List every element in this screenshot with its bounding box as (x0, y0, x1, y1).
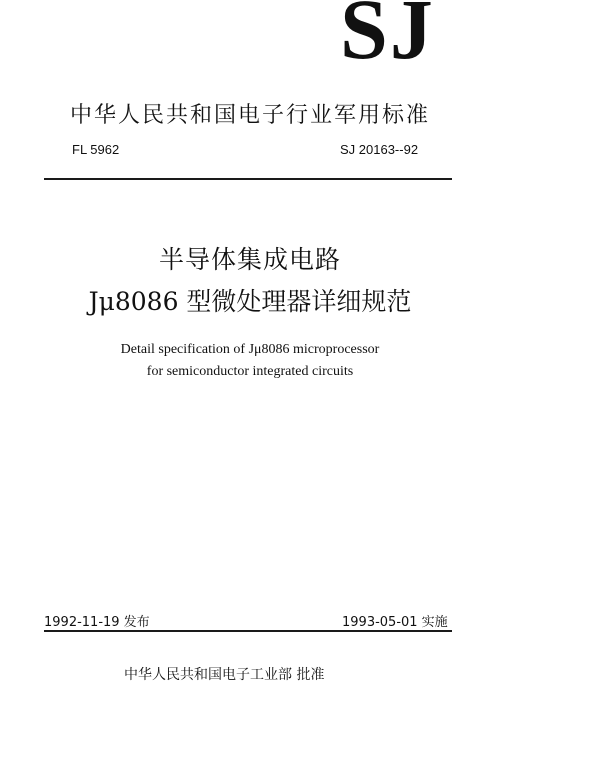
issue-date: 1992-11-19 发布 (44, 615, 150, 630)
approval-authority: 中华人民共和国电子工业部 批准 (124, 667, 325, 683)
sj-logo: SJ (340, 0, 435, 77)
title-chinese-line1: 半导体集成电路 (158, 245, 341, 274)
header-divider (44, 178, 452, 180)
title-chinese-line2: Jμ8086 型微处理器详细规范 (88, 287, 412, 316)
standard-number: SJ 20163--92 (340, 142, 419, 157)
issuing-organization-title: 中华人民共和国电子行业军用标准 (70, 103, 431, 128)
footer-divider (44, 630, 452, 632)
title-english-line2: for semiconductor integrated circuits (146, 364, 354, 379)
title-english-line1: Detail specification of Jμ8086 microprocessor (120, 342, 380, 357)
classification-code: FL 5962 (72, 142, 120, 157)
effective-date: 1993-05-01 实施 (342, 615, 448, 630)
